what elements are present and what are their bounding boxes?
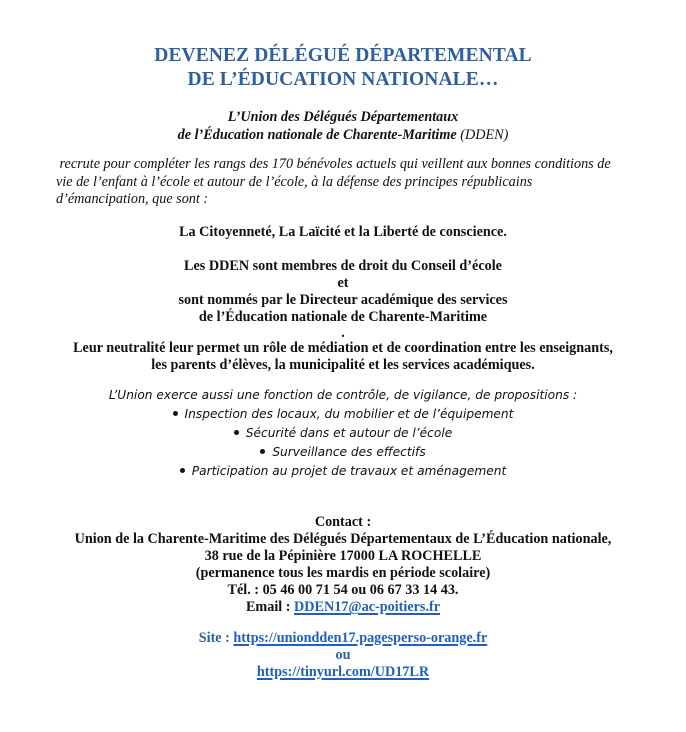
contact-phone: Tél. : 05 46 00 71 54 ou 06 67 33 14 43.	[227, 582, 459, 598]
membership-line-3: sont nommés par le Directeur académique des services	[178, 292, 508, 308]
principles: La Citoyenneté, La Laïcité et la Liberté de conscience.	[179, 224, 507, 240]
title-line-1: DEVENEZ DÉLÉGUÉ DÉPARTEMENTAL	[154, 45, 532, 66]
site-row-2	[0, 664, 686, 681]
bullet-icon	[260, 449, 265, 454]
membership-line-5: .	[341, 325, 345, 341]
page-title	[0, 44, 686, 92]
intro-line-3: d’émancipation, que sont :	[56, 191, 209, 207]
email-label: Email :	[245, 599, 295, 615]
functions-intro: L’Union exerce aussi une fonction de contrôle, de vigilance, de propositions :	[108, 388, 578, 402]
function-item: Participation au projet de travaux et aménagement	[0, 462, 686, 481]
bullet-icon	[234, 430, 239, 435]
contact-address: 38 rue de la Pépinière 17000 LA ROCHELLE	[204, 548, 482, 564]
function-item: Inspection des locaux, du mobilier et de l’équipement	[0, 405, 686, 424]
contact-heading: Contact :	[314, 514, 372, 530]
site-label: Site :	[198, 630, 234, 646]
intro-line-2: vie de l’enfant à l’école et autour de l’école, à la défense des principes républicains	[56, 173, 533, 190]
membership-line-1: Les DDEN sont membres de droit du Conseil d’école	[184, 258, 502, 274]
site-link-2[interactable]: https://tinyurl.com/UD17LR	[256, 664, 430, 680]
subtitle-abbrev: (DDEN)	[456, 127, 509, 143]
membership-line-4: de l’Éducation nationale de Charente-Maritime	[198, 309, 488, 325]
contact-hours: (permanence tous les mardis en période scolaire)	[195, 565, 491, 581]
intro-paragraph	[56, 156, 636, 209]
contact-org: Union de la Charente-Maritime des Délégués Départementaux de L’Éducation nationale,	[74, 531, 612, 547]
email-link[interactable]: DDEN17@ac-poitiers.fr	[294, 599, 441, 615]
membership-block	[0, 258, 686, 341]
bullet-icon	[180, 468, 185, 473]
neutrality-line-2: les parents d’élèves, la municipalité et les services académiques.	[151, 357, 535, 373]
intro-line-1: recrute pour compléter les rangs des 170 bénévoles actuels qui veillent aux bonnes conditions de	[56, 156, 611, 172]
site-or: ou	[335, 647, 351, 663]
contact-block	[0, 514, 686, 616]
functions-block	[0, 386, 686, 481]
membership-line-2: et	[337, 275, 349, 291]
site-link-1[interactable]: https://uniondden17.pagesperso-orange.fr	[233, 630, 488, 646]
subtitle-line-1: L’Union des Délégués Départementaux	[227, 109, 459, 125]
bullet-icon	[173, 411, 178, 416]
function-item: Sécurité dans et autour de l’école	[0, 424, 686, 443]
subtitle	[0, 108, 686, 144]
neutrality-block	[0, 340, 686, 374]
site-block	[0, 630, 686, 681]
neutrality-line-1: Leur neutralité leur permet un rôle de médiation et de coordination entre les enseignants,	[73, 340, 613, 356]
function-item: Surveillance des effectifs	[0, 443, 686, 462]
subtitle-line-2	[0, 126, 686, 144]
title-line-2: DE L’ÉDUCATION NATIONALE…	[187, 69, 499, 90]
contact-email-row	[0, 599, 686, 616]
site-row	[0, 630, 686, 647]
subtitle-org: de l’Éducation nationale de Charente-Maritime	[177, 127, 457, 143]
